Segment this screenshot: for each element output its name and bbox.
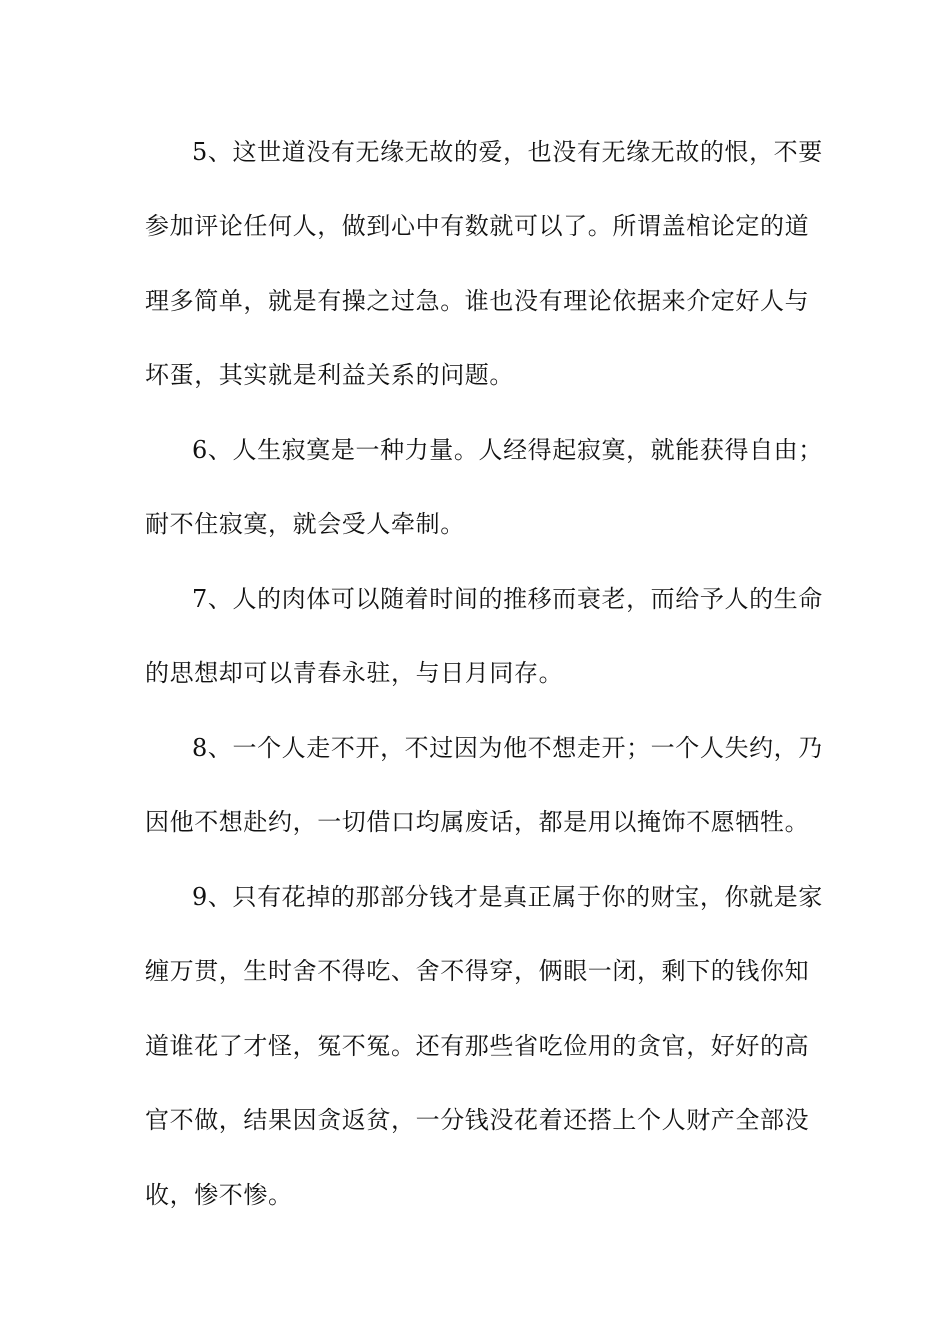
paragraph-9-line-3: 道谁花了才怪，冤不冤。还有那些省吃俭用的贪官，好好的高 (145, 1032, 810, 1060)
paragraph-7-line-2: 的思想却可以青春永驻，与日月同存。 (145, 659, 564, 687)
paragraph-5-line-4: 坏蛋，其实就是利益关系的问题。 (145, 361, 514, 389)
paragraph-5-line-3: 理多简单，就是有操之过急。谁也没有理论依据来介定好人与 (145, 287, 810, 315)
paragraph-9-line-2: 缠万贯，生时舍不得吃、舍不得穿，俩眼一闭，剩下的钱你知 (145, 957, 810, 985)
paragraph-9-line-1: 9、只有花掉的那部分钱才是真正属于你的财宝，你就是家 (192, 883, 823, 911)
paragraph-5-line-1: 5、这世道没有无缘无故的爱，也没有无缘无故的恨，不要 (192, 138, 823, 166)
paragraph-7-line-1: 7、人的肉体可以随着时间的推移而衰老，而给予人的生命 (192, 585, 823, 613)
paragraph-9-line-4: 官不做，结果因贪返贫，一分钱没花着还搭上个人财产全部没 (145, 1106, 810, 1134)
paragraph-9-line-5: 收，惨不惨。 (145, 1181, 293, 1209)
paragraph-8-line-1: 8、一个人走不开，不过因为他不想走开；一个人失约，乃 (192, 734, 823, 762)
paragraph-8-line-2: 因他不想赴约，一切借口均属废话，都是用以掩饰不愿牺牲。 (145, 808, 810, 836)
paragraph-6-line-1: 6、人生寂寞是一种力量。人经得起寂寞，就能获得自由； (192, 436, 823, 464)
paragraph-5-line-2: 参加评论任何人，做到心中有数就可以了。所谓盖棺论定的道 (145, 212, 810, 240)
paragraph-6-line-2: 耐不住寂寞，就会受人牵制。 (145, 510, 465, 538)
